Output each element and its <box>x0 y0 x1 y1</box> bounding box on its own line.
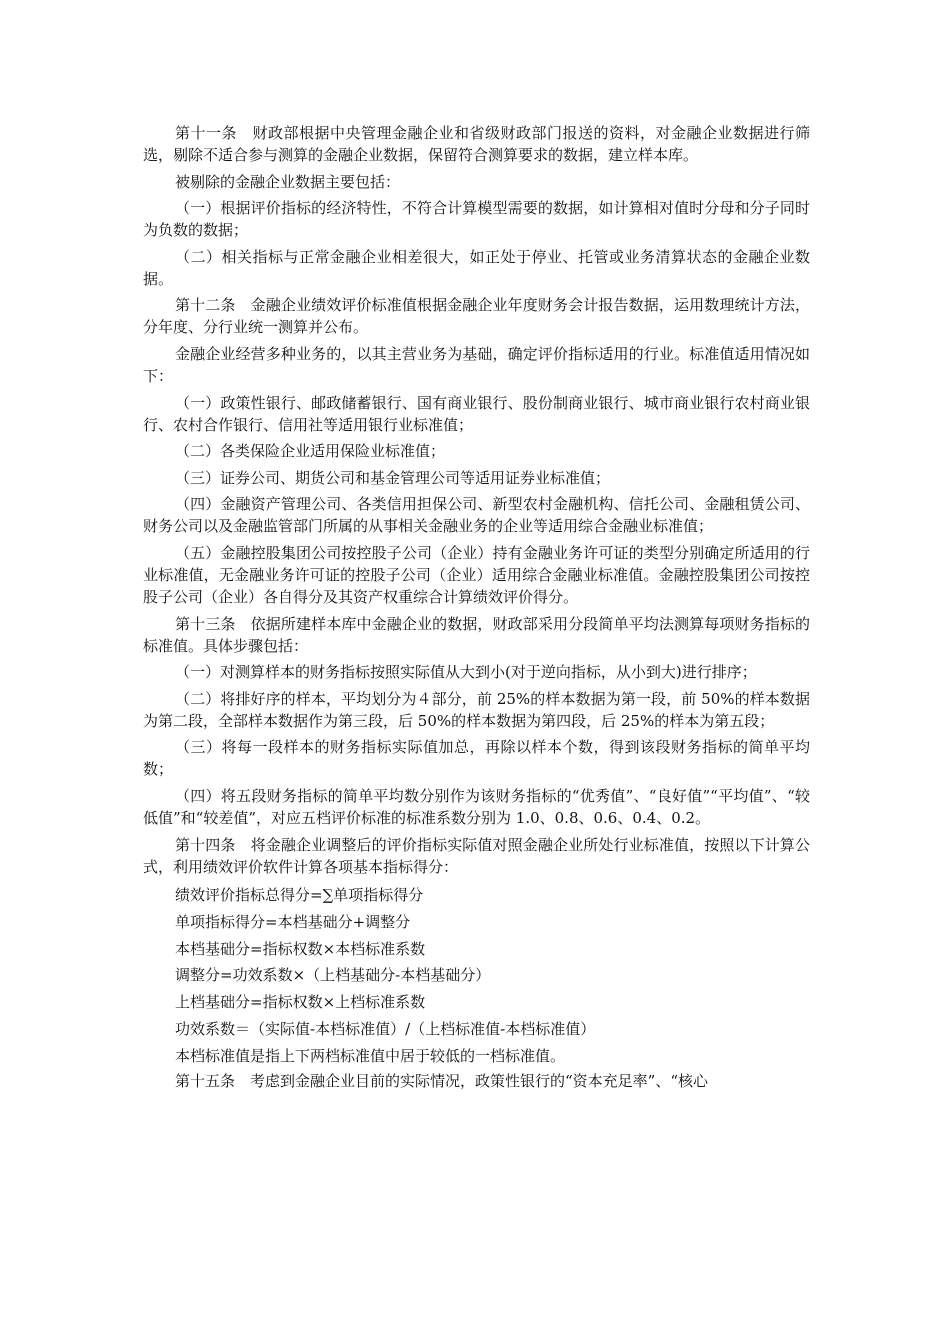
standard-item-5: （五）金融控股集团公司按控股子公司（企业）持有金融业务许可证的类型分别确定所适用的行业标准值，无金融业务许可证的控股子公司（企业）适用综合金融业标准值。金融控股集团公司按控股子公司（企业）各自得分及其资产权重综合计算绩效评价得分。 <box>143 543 810 606</box>
formula-line: 单项指标得分=本档基础分+调整分 <box>175 912 411 931</box>
step-item-3: （三）将每一段样本的财务指标实际值加总，再除以样本个数，得到该段财务指标的简单平均数； <box>143 738 810 779</box>
standard-item-1: （一）政策性银行、邮政储蓄银行、国有商业银行、股份制商业银行、城市商业银行农村商业银行、农村合作银行、信用社等适用银行业标准值； <box>143 393 810 434</box>
standard-value-intro: 金融企业经营多种业务的，以其主营业务为基础，确定评价指标适用的行业。标准值适用情况如下： <box>143 344 810 385</box>
excluded-item-1: （一）根据评价指标的经济特性，不符合计算模型需要的数据，如计算相对值时分母和分子同时为负数的数据； <box>143 199 810 240</box>
formula-line: 本档基础分=指标权数×本档标准系数 <box>175 939 426 958</box>
formula-line: 本档标准值是指上下两档标准值中居于较低的一档标准值。 <box>175 1046 566 1065</box>
excluded-data-intro: 被剔除的金融企业数据主要包括： <box>175 172 401 191</box>
formula-line: 调整分=功效系数×（上档基础分-本档基础分） <box>175 966 491 985</box>
formula-line: 绩效评价指标总得分=∑单项指标得分 <box>175 886 424 905</box>
article-11-paragraph: 第十一条 财政部根据中央管理金融企业和省级财政部门报送的资料，对金融企业数据进行筛选，剔除不适合参与测算的金融企业数据，保留符合测算要求的数据，建立样本库。 <box>143 124 810 164</box>
article-12-paragraph: 第十二条 金融企业绩效评价标准值根据金融企业年度财务会计报告数据，运用数理统计方法，分年度、分行业统一测算并公布。 <box>143 296 810 337</box>
formula-list <box>143 882 810 1070</box>
document-page <box>143 122 810 1096</box>
standard-item-3: （三）证券公司、期货公司和基金管理公司等适用证券业标准值； <box>175 468 611 487</box>
standard-item-4: （四）金融资产管理公司、各类信用担保公司、新型农村金融机构、信托公司、金融租赁公司、财务公司以及金融监管部门所属的从事相关金融业务的企业等适用综合金融业标准值； <box>143 495 810 536</box>
formula-line: 功效系数＝（实际值-本档标准值）/（上档标准值-本档标准值） <box>175 1020 596 1039</box>
step-item-2: （二）将排好序的样本，平均划分为４部分，前 25%的样本数据为第一段，前 50%的样本数据为第二段，全部样本数据作为第三段，后 50%的样本数据为第四段，后 25%的样本为第五段； <box>143 689 810 730</box>
article-15-paragraph: 第十五条 考虑到金融企业目前的实际情况，政策性银行的“资本充足率”、“核心 <box>175 1071 709 1090</box>
step-item-4: （四）将五段财务指标的简单平均数分别作为该财务指标的“优秀值”、“良好值”“平均值”、“较低值”和“较差值”，对应五档评价标准的标准系数分别为 1.0、0.8、0.6、0.4、0.2。 <box>143 786 810 827</box>
article-13-paragraph: 第十三条 依据所建样本库中金融企业的数据，财政部采用分段简单平均法测算每项财务指标的标准值。具体步骤包括： <box>143 614 810 655</box>
excluded-item-2: （二）相关指标与正常金融企业相差很大，如正处于停业、托管或业务清算状态的金融企业数据。 <box>143 247 810 288</box>
standard-item-2: （二）各类保险企业适用保险业标准值； <box>175 442 446 461</box>
formula-line: 上档基础分=指标权数×上档标准系数 <box>175 993 426 1012</box>
step-item-1: （一）对测算样本的财务指标按照实际值从大到小(对于逆向指标，从小到大)进行排序； <box>175 663 757 682</box>
article-14-paragraph: 第十四条 将金融企业调整后的评价指标实际值对照金融企业所处行业标准值，按照以下计算公式，利用绩效评价软件计算各项基本指标得分： <box>143 835 810 876</box>
